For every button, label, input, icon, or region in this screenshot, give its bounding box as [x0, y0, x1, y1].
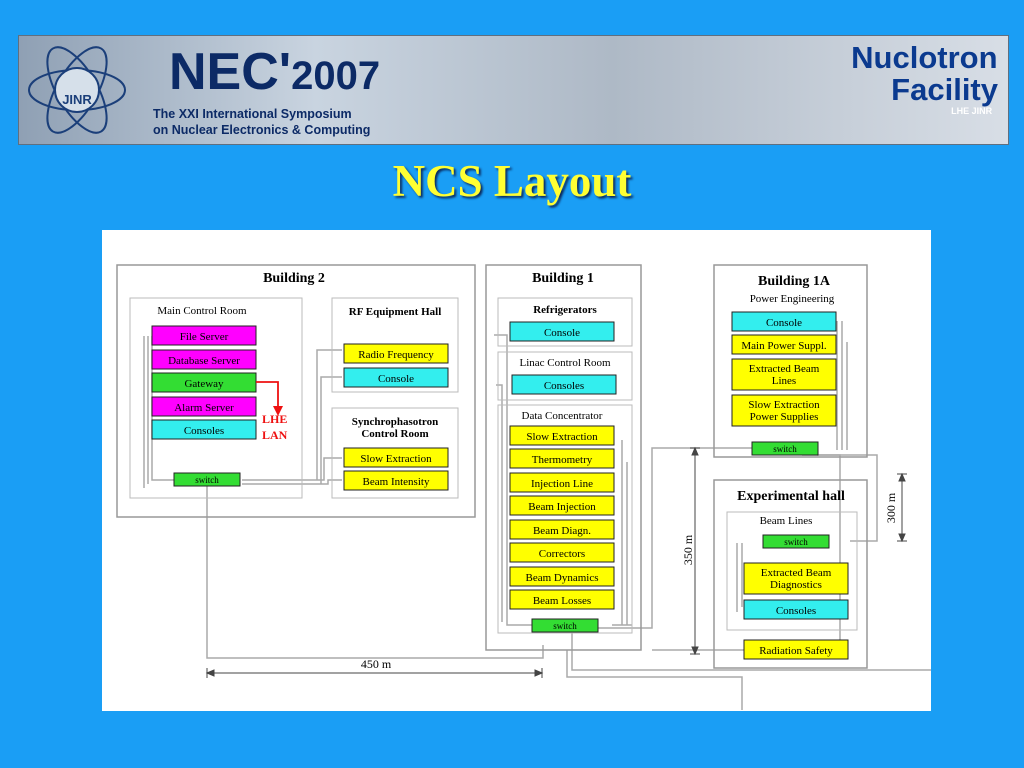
radiation-safety-label: Radiation Safety — [759, 645, 833, 657]
nuclotron-logo — [851, 42, 998, 116]
lan-text: LAN — [262, 428, 288, 442]
beam-intensity-label: Beam Intensity — [362, 476, 430, 488]
dc-item-label: Slow Extraction — [526, 431, 598, 443]
distance-300-marker — [897, 474, 907, 541]
dc-item-label: Beam Losses — [532, 595, 592, 607]
extracted-beam-lines-label-2: Lines — [771, 375, 797, 387]
b1a-console-label: Console — [765, 317, 803, 329]
refrigerators-console-label: Console — [543, 327, 581, 339]
linac-label: Linac Control Room — [519, 357, 611, 369]
data-concentrator-items — [510, 426, 614, 609]
linac-consoles-label: Consoles — [543, 380, 585, 392]
experimental-hall-title: Experimental hall — [737, 489, 845, 504]
exp-consoles-label: Consoles — [775, 605, 817, 617]
building1a-switch-label: switch — [773, 444, 797, 454]
sync-label-2: Control Room — [361, 428, 429, 440]
jinr-logo — [25, 42, 129, 137]
consoles-label: Consoles — [183, 425, 225, 437]
lhe-text: LHE — [262, 412, 288, 426]
building1-switch-label: switch — [553, 621, 577, 631]
gateway-label: Gateway — [184, 378, 224, 390]
facility-text: Facility — [891, 72, 998, 107]
sync-label-1: Synchrophasotron — [351, 416, 439, 428]
slow-extraction-power-label-1: Slow Extraction — [748, 399, 820, 411]
beam-diagnostics-label-1: Extracted Beam — [760, 567, 832, 579]
main-power-label: Main Power Suppl. — [741, 340, 827, 352]
jinr-logo-text: JINR — [62, 92, 92, 107]
dc-item-label: Thermometry — [531, 454, 593, 466]
distance-450-label: 450 m — [360, 657, 392, 671]
lhe-tag: LHE JINR — [951, 106, 993, 116]
database-server-label: Database Server — [168, 355, 240, 367]
beam-diagnostics-label-2: Diagnostics — [770, 579, 822, 591]
building1-title: Building 1 — [532, 271, 594, 286]
subtitle-line1: The XXI International Symposium — [153, 107, 352, 121]
building1a-subtitle: Power Engineering — [749, 293, 835, 305]
diagram-panel — [102, 230, 931, 711]
subtitle-line2: on Nuclear Electronics & Computing — [153, 123, 371, 137]
main-control-room-label: Main Control Room — [157, 305, 247, 317]
banner-subtitle — [153, 106, 370, 138]
ncs-layout-diagram — [102, 230, 931, 711]
dc-item-label: Beam Injection — [528, 501, 596, 513]
slide-title: NCS Layout — [392, 156, 632, 206]
slow-extraction-power-label-2: Power Supplies — [749, 411, 819, 423]
dc-item-label: Correctors — [538, 548, 586, 560]
building1a-title: Building 1A — [758, 274, 830, 289]
rf-hall-label: RF Equipment Hall — [348, 306, 442, 318]
file-server-label: File Server — [179, 331, 229, 343]
title-main: NEC' — [169, 43, 292, 101]
dc-item-label: Injection Line — [530, 478, 594, 490]
header-banner — [18, 35, 1009, 145]
slow-extraction-label: Slow Extraction — [360, 453, 432, 465]
rf-console-label: Console — [377, 373, 415, 385]
banner-title — [169, 42, 380, 106]
dc-item-label: Beam Diagn. — [532, 525, 592, 537]
exp-hall-switch-label: switch — [784, 537, 808, 547]
title-year: 2007 — [291, 54, 381, 98]
dc-item-label: Beam Dynamics — [525, 572, 599, 584]
building2-switch-label: switch — [195, 475, 219, 485]
beam-lines-label: Beam Lines — [759, 515, 813, 527]
nuclotron-text: Nuclotron — [851, 40, 998, 75]
lhe-lan-arrow — [256, 382, 278, 410]
building2-title: Building 2 — [263, 271, 325, 286]
alarm-server-label: Alarm Server — [174, 402, 234, 414]
extracted-beam-lines-label-1: Extracted Beam — [748, 363, 820, 375]
refrigerators-label: Refrigerators — [533, 304, 597, 316]
radio-frequency-label: Radio Frequency — [358, 349, 434, 361]
distance-300-label: 300 m — [884, 492, 898, 524]
distance-350-label: 350 m — [681, 534, 695, 566]
data-concentrator-label: Data Concentrator — [521, 410, 603, 422]
